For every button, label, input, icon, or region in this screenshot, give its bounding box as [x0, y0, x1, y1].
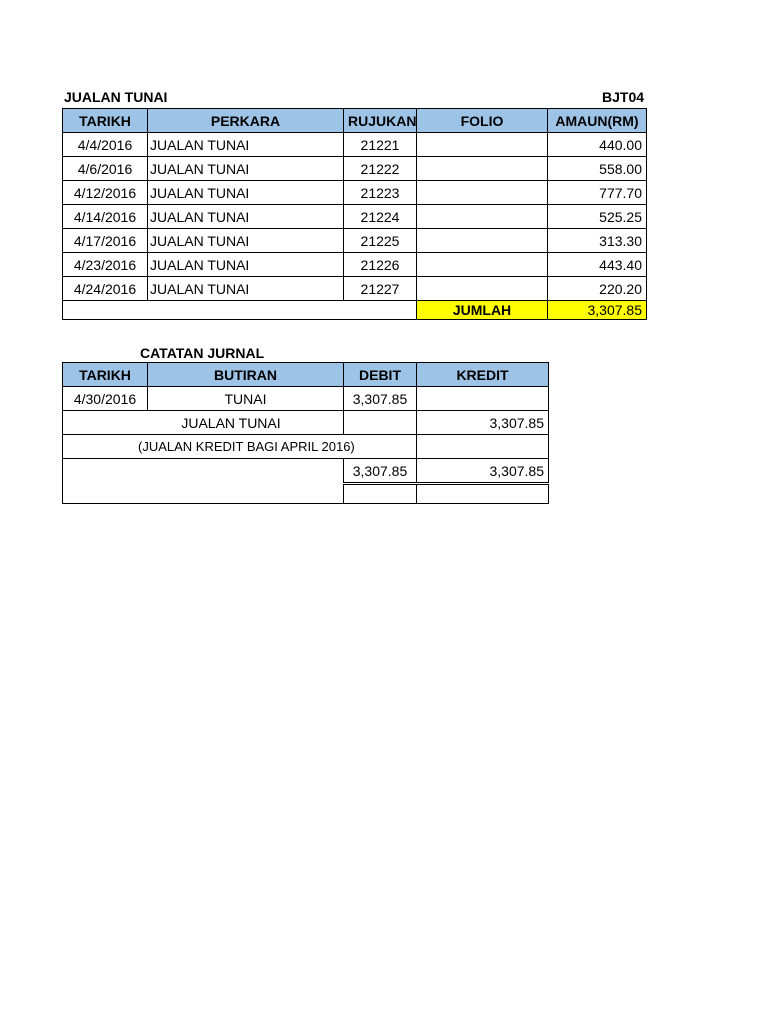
cell-item: JUALAN TUNAI	[148, 277, 344, 301]
cell-item: JUALAN TUNAI	[148, 205, 344, 229]
cell-amount: 313.30	[548, 229, 647, 253]
journal-total-credit: 3,307.85	[417, 459, 549, 484]
table-row	[63, 205, 647, 229]
header-rujukan: RUJUKAN	[344, 109, 417, 133]
cell-folio	[417, 157, 548, 181]
cell-amount: 777.70	[548, 181, 647, 205]
journal-credit-amount: 3,307.85	[417, 411, 549, 435]
journal-note-row	[63, 435, 549, 459]
cell-ref: 21225	[344, 229, 417, 253]
sales-title: JUALAN TUNAI	[64, 89, 168, 105]
journal-credit-row	[63, 411, 549, 435]
journal-debit-amount: 3,307.85	[344, 387, 417, 411]
journal-title: CATATAN JURNAL	[140, 345, 265, 361]
journal-debit-account: TUNAI	[148, 387, 344, 411]
cell-date: 4/23/2016	[63, 253, 148, 277]
table-row	[63, 157, 647, 181]
cell-ref: 21223	[344, 181, 417, 205]
journal-table	[62, 362, 549, 504]
cell-date: 4/12/2016	[63, 181, 148, 205]
cell-item: JUALAN TUNAI	[148, 181, 344, 205]
journal-header-row	[63, 363, 549, 387]
table-row	[63, 253, 647, 277]
journal-date: 4/30/2016	[63, 387, 148, 411]
cell-folio	[417, 181, 548, 205]
cell-amount: 440.00	[548, 133, 647, 157]
cell-folio	[417, 133, 548, 157]
table-row	[63, 229, 647, 253]
journal-total-spacer	[63, 459, 344, 504]
journal-note: (JUALAN KREDIT BAGI APRIL 2016)	[63, 435, 417, 459]
total-value: 3,307.85	[548, 301, 647, 320]
cell-item: JUALAN TUNAI	[148, 229, 344, 253]
journal-total-debit: 3,307.85	[344, 459, 417, 484]
journal-note-empty	[417, 435, 549, 459]
cell-ref: 21221	[344, 133, 417, 157]
cell-ref: 21226	[344, 253, 417, 277]
cell-folio	[417, 205, 548, 229]
total-label: JUMLAH	[417, 301, 548, 320]
cell-folio	[417, 253, 548, 277]
cell-amount: 443.40	[548, 253, 647, 277]
journal-credit-debit-empty	[344, 411, 417, 435]
journal-debit-credit-empty	[417, 387, 549, 411]
cell-item: JUALAN TUNAI	[148, 133, 344, 157]
journal-debit-row	[63, 387, 549, 411]
header-tarikh: TARIKH	[63, 109, 148, 133]
header-debit: DEBIT	[344, 363, 417, 387]
cell-folio	[417, 277, 548, 301]
cell-item: JUALAN TUNAI	[148, 253, 344, 277]
header-perkara: PERKARA	[148, 109, 344, 133]
cell-ref: 21227	[344, 277, 417, 301]
cell-amount: 525.25	[548, 205, 647, 229]
total-row	[63, 301, 647, 320]
header-tarikh: TARIKH	[63, 363, 148, 387]
journal-bottom-credit	[417, 484, 549, 504]
sales-table	[62, 108, 647, 320]
table-row	[63, 277, 647, 301]
cell-amount: 558.00	[548, 157, 647, 181]
table-row	[63, 181, 647, 205]
total-spacer	[63, 301, 417, 320]
cell-date: 4/14/2016	[63, 205, 148, 229]
cell-ref: 21224	[344, 205, 417, 229]
cell-ref: 21222	[344, 157, 417, 181]
table-row	[63, 133, 647, 157]
header-folio: FOLIO	[417, 109, 548, 133]
header-amaun: AMAUN(RM)	[548, 109, 647, 133]
sales-header-row	[63, 109, 647, 133]
cell-item: JUALAN TUNAI	[148, 157, 344, 181]
sales-code: BJT04	[602, 89, 645, 105]
journal-credit-account: JUALAN TUNAI	[63, 411, 344, 435]
cell-date: 4/4/2016	[63, 133, 148, 157]
cell-date: 4/17/2016	[63, 229, 148, 253]
cell-date: 4/6/2016	[63, 157, 148, 181]
header-kredit: KREDIT	[417, 363, 549, 387]
cell-amount: 220.20	[548, 277, 647, 301]
cell-date: 4/24/2016	[63, 277, 148, 301]
journal-bottom-debit	[344, 484, 417, 504]
journal-total-row	[63, 459, 549, 484]
cell-folio	[417, 229, 548, 253]
header-butiran: BUTIRAN	[148, 363, 344, 387]
